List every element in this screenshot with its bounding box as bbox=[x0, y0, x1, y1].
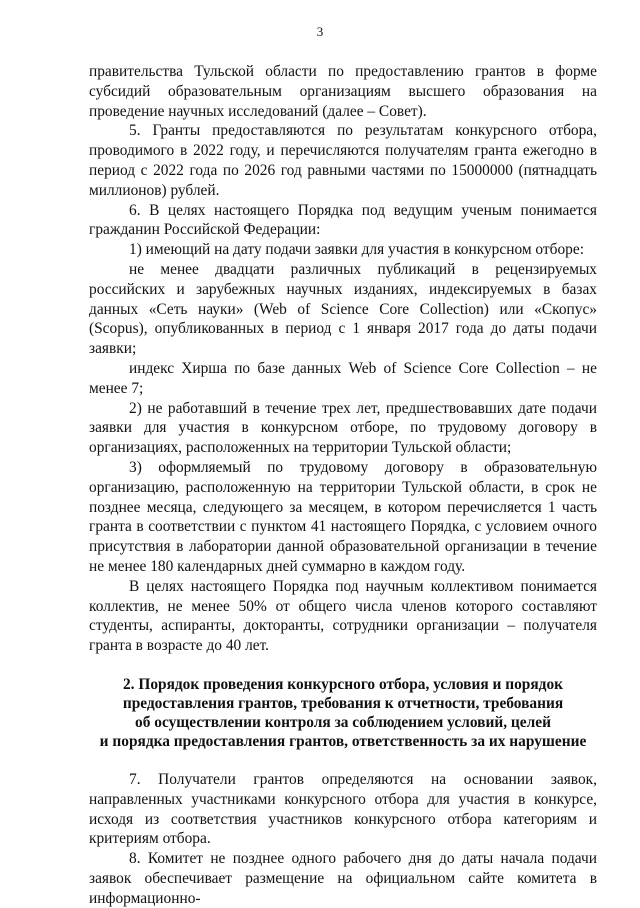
page-number: 3 bbox=[316, 24, 324, 39]
spacer bbox=[89, 656, 597, 675]
paragraph: 5. Гранты предоставляются по результатам конкурсного отбора, проводимого в 2022 году, и перечисляются получателям гранта ежегодно в период с 2022 года по 2026 год равными частями по 15000000 (пятнадцать миллионов) рублей. bbox=[89, 122, 597, 199]
section-heading-line: об осуществлении контроля за соблюдением условий, целей bbox=[135, 713, 551, 731]
section-heading-line: 2. Порядок проведения конкурсного отбора, условия и порядок bbox=[122, 675, 564, 693]
section-heading-line: предоставления грантов, требования к отчетности, требования bbox=[122, 694, 564, 712]
paragraphs-part2 bbox=[89, 770, 597, 908]
paragraph: 8. Комитет не позднее одного рабочего дня до даты начала подачи заявок обеспечивает размещение на официальном сайте комитета в информационно- bbox=[89, 850, 597, 907]
paragraph: 1) имеющий на дату подачи заявки для участия в конкурсном отборе: bbox=[129, 241, 584, 259]
paragraph: 2) не работавший в течение трех лет, предшествовавших дате подачи заявки для участия в конкурсном отборе, по трудовому договору в организациях, расположенных на территории Тульской области; bbox=[89, 399, 597, 457]
paragraph: 7. Получатели грантов определяются на основании заявок, направленных участниками конкурсного отбора для участия в конкурсе, исходя из соответствия участников конкурсного отбора категориям и критериям отбора. bbox=[89, 770, 597, 848]
spacer bbox=[89, 751, 597, 770]
paragraphs-part1 bbox=[89, 62, 597, 656]
paragraph: правительства Тульской области по предоставлению грантов в форме субсидий образовательным организациям высшего образования на проведение научных исследований (далее – Совет). bbox=[89, 63, 597, 120]
document-body bbox=[89, 62, 597, 908]
paragraph: индекс Хирша по базе данных Web of Science Core Collection – не менее 7; bbox=[89, 359, 597, 397]
paragraph: В целях настоящего Порядка под научным коллективом понимается коллектив, не менее 50% от общего числа членов которого составляют студенты, аспиранты, докторанты, сотрудники организации – получателя гранта в возрасте до 40 лет. bbox=[89, 577, 597, 655]
paragraph: 6. В целях настоящего Порядка под ведущим ученым понимается гражданин Российской Федерации: bbox=[89, 201, 597, 239]
section-heading bbox=[89, 675, 597, 751]
paragraph: 3) оформляемый по трудовому договору в образовательную организацию, расположенную на территории Тульской области, в срок не позднее месяца, следующего за месяцем, в котором перечисляется 1 часть гранта в соответствии с пунктом 41 настоящего Порядка, с условием очного присутствия в лаборатории данной образовательной организации в течение не менее 180 календарных дней суммарно в каждом году. bbox=[89, 458, 597, 575]
paragraph: не менее двадцати различных публикаций в рецензируемых российских и зарубежных научных изданиях, индексируемых в базах данных «Сеть науки» (Web of Science Core Collection) или «Скопус» (Scopus), опубликованных в период с 1 января 2017 года до даты подачи заявки; bbox=[89, 260, 597, 358]
section-heading-line: и порядка предоставления грантов, ответственность за их нарушение bbox=[99, 732, 587, 750]
